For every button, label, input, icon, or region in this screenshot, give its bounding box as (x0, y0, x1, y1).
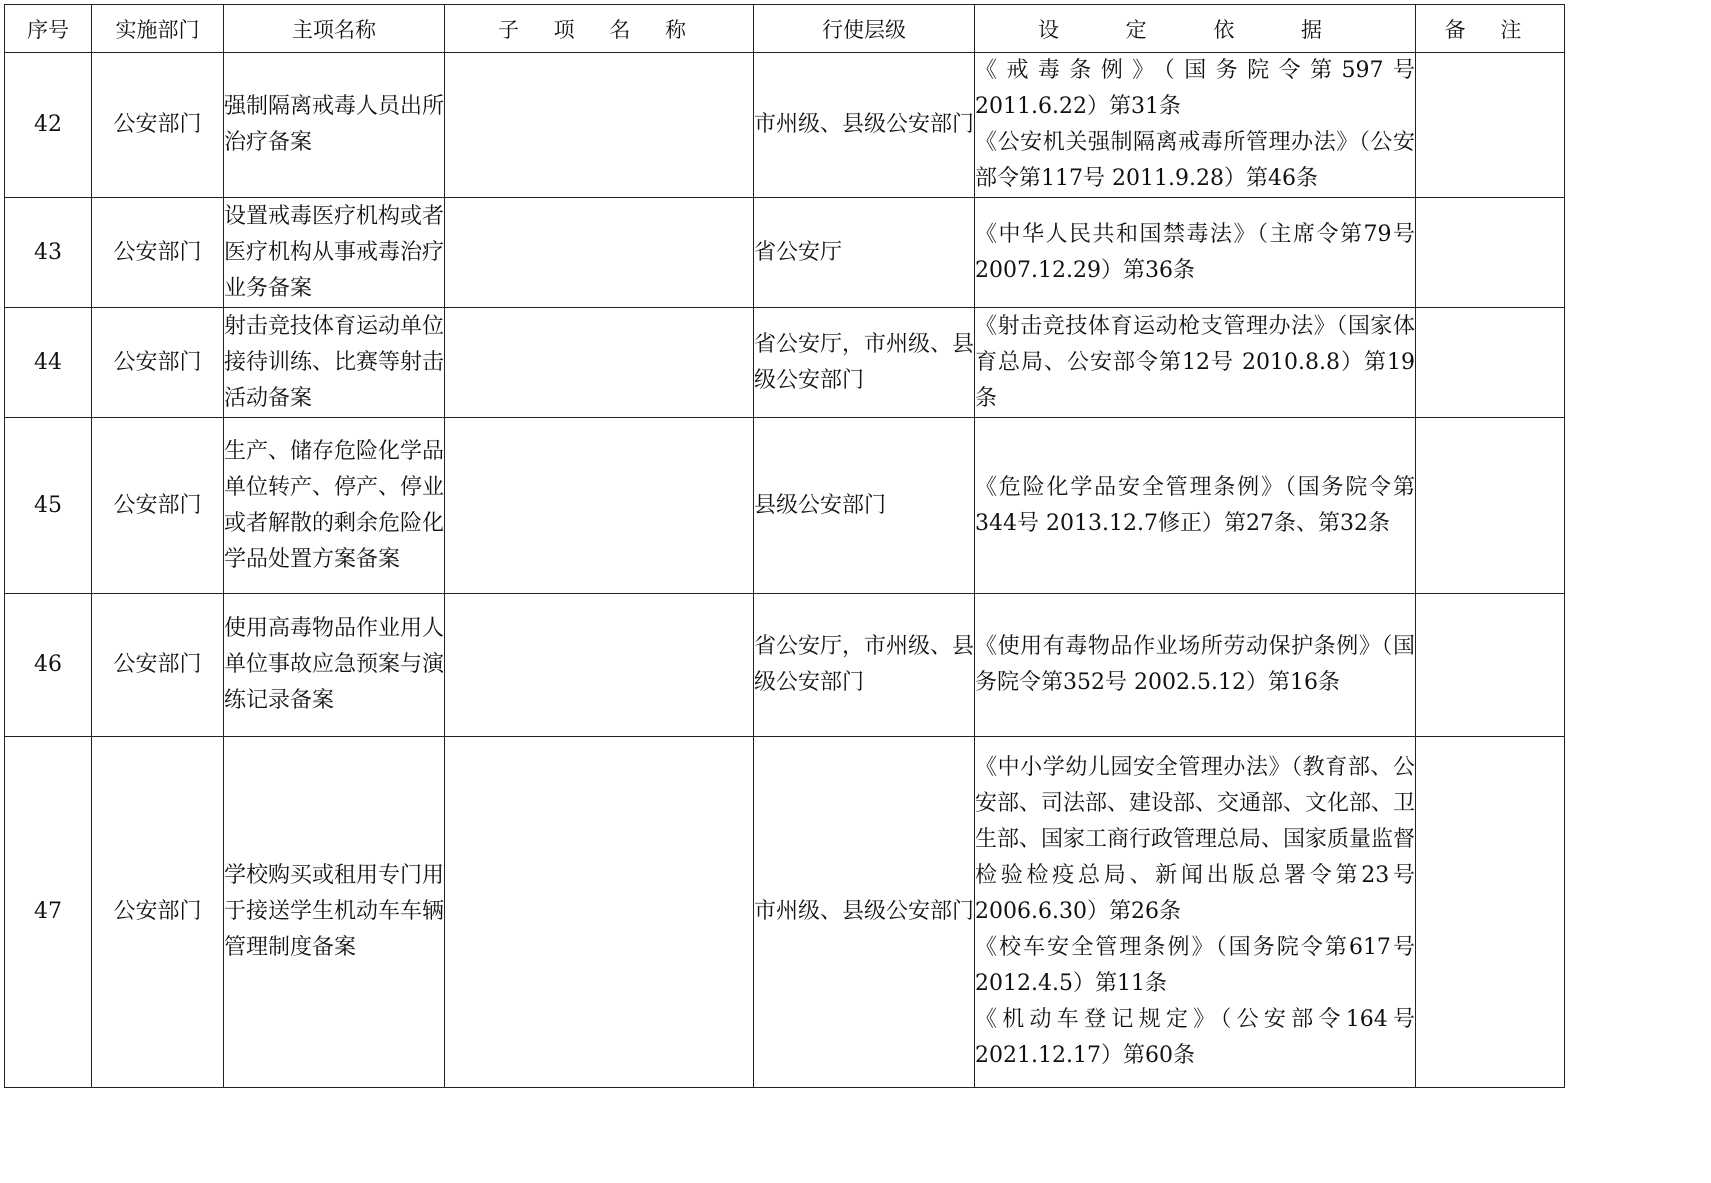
header-basis: 设 定 依 据 (975, 5, 1416, 53)
row-dept: 公安部门 (92, 308, 224, 418)
row-level: 省公安厅，市州级、县级公安部门 (754, 308, 975, 418)
basis-entry: 《中小学幼儿园安全管理办法》（教育部、公安部、司法部、建设部、交通部、文化部、卫生部、国家工商行政管理总局、国家质量监督检验检疫总局、新闻出版总署令第23号 2006.6.30）第26条 (975, 755, 1416, 924)
basis-entry: 《机动车登记规定》（公安部令164号 2021.12.17）第60条 (975, 1007, 1415, 1068)
table-row (5, 594, 1565, 737)
row-sub-item (445, 737, 754, 1088)
header-seq: 序号 (5, 5, 92, 53)
row-basis (975, 737, 1416, 1088)
row-main-item: 强制隔离戒毒人员出所治疗备案 (224, 53, 445, 198)
row-dept: 公安部门 (92, 198, 224, 308)
row-level: 省公安厅，市州级、县级公安部门 (754, 594, 975, 737)
row-sub-item (445, 53, 754, 198)
table-row (5, 418, 1565, 594)
row-basis (975, 418, 1416, 594)
row-basis (975, 198, 1416, 308)
row-seq: 47 (5, 737, 92, 1088)
row-remark (1416, 594, 1565, 737)
header-level: 行使层级 (754, 5, 975, 53)
row-dept: 公安部门 (92, 53, 224, 198)
row-level: 县级公安部门 (754, 418, 975, 594)
basis-entry: 《危险化学品安全管理条例》（国务院令第344号 2013.12.7修正）第27条、第32条 (975, 474, 1415, 536)
row-level: 市州级、县级公安部门 (754, 737, 975, 1088)
row-remark (1416, 53, 1565, 198)
basis-entry: 《校车安全管理条例》（国务院令第617号 2012.4.5）第11条 (975, 935, 1415, 996)
header-main-item: 主项名称 (224, 5, 445, 53)
row-main-item: 生产、储存危险化学品单位转产、停产、停业或者解散的剩余危险化学品处置方案备案 (224, 418, 445, 594)
header-dept: 实施部门 (92, 5, 224, 53)
basis-entry: 《公安机关强制隔离戒毒所管理办法》（公安部令第117号 2011.9.28）第46条 (975, 130, 1415, 191)
table-row (5, 308, 1565, 418)
row-sub-item (445, 308, 754, 418)
row-sub-item (445, 594, 754, 737)
row-basis (975, 53, 1416, 198)
row-sub-item (445, 418, 754, 594)
row-main-item: 射击竞技体育运动单位接待训练、比赛等射击活动备案 (224, 308, 445, 418)
row-seq: 42 (5, 53, 92, 198)
row-seq: 46 (5, 594, 92, 737)
row-basis (975, 594, 1416, 737)
header-remark: 备 注 (1416, 5, 1565, 53)
row-main-item: 学校购买或租用专门用于接送学生机动车车辆管理制度备案 (224, 737, 445, 1088)
basis-entry: 《使用有毒物品作业场所劳动保护条例》（国务院令第352号 2002.5.12）第16条 (975, 634, 1415, 695)
row-dept: 公安部门 (92, 737, 224, 1088)
row-remark (1416, 198, 1565, 308)
table-row (5, 53, 1565, 198)
row-main-item: 使用高毒物品作业用人单位事故应急预案与演练记录备案 (224, 594, 445, 737)
table-row (5, 737, 1565, 1088)
header-row (5, 5, 1565, 53)
row-remark (1416, 308, 1565, 418)
row-seq: 45 (5, 418, 92, 594)
basis-entry: 《中华人民共和国禁毒法》（主席令第79号 2007.12.29）第36条 (975, 221, 1415, 283)
table-row (5, 198, 1565, 308)
filing-items-table (4, 4, 1565, 1088)
basis-entry: 《戒毒条例》（国务院令第597号 2011.6.22）第31条 (975, 58, 1415, 119)
basis-entry: 《射击竞技体育运动枪支管理办法》（国家体育总局、公安部令第12号 2010.8.8）第19条 (975, 313, 1415, 411)
header-sub-item: 子 项 名 称 (445, 5, 754, 53)
row-level: 市州级、县级公安部门 (754, 53, 975, 198)
row-dept: 公安部门 (92, 594, 224, 737)
row-sub-item (445, 198, 754, 308)
row-level: 省公安厅 (754, 198, 975, 308)
row-basis (975, 308, 1416, 418)
row-seq: 44 (5, 308, 92, 418)
row-main-item: 设置戒毒医疗机构或者医疗机构从事戒毒治疗业务备案 (224, 198, 445, 308)
row-remark (1416, 418, 1565, 594)
row-dept: 公安部门 (92, 418, 224, 594)
row-remark (1416, 737, 1565, 1088)
row-seq: 43 (5, 198, 92, 308)
